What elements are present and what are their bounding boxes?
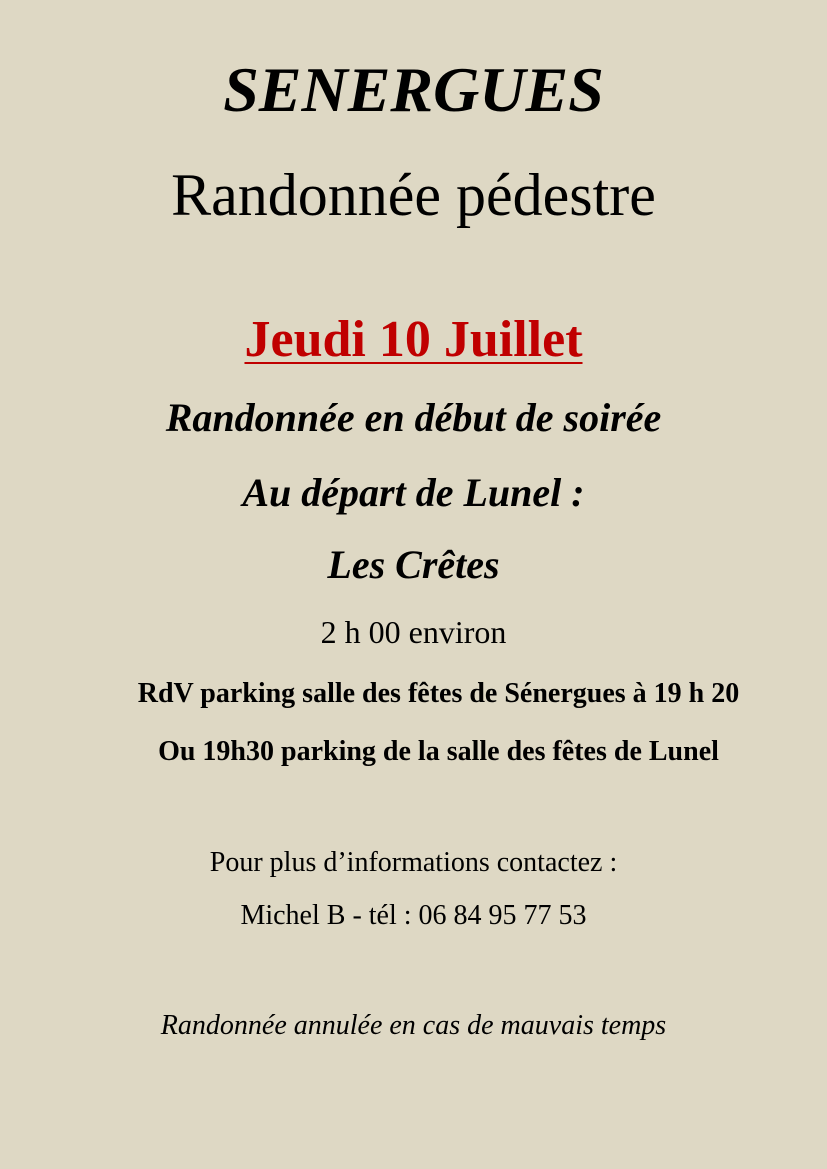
route-name: Les Crêtes bbox=[327, 542, 500, 587]
departure-location: Au départ de Lunel : bbox=[242, 470, 585, 515]
poster-subtitle: Randonnée pédestre bbox=[171, 162, 656, 228]
meeting-point-1: RdV parking salle des fêtes de Sénergues à 19 h 20 bbox=[137, 678, 740, 709]
meeting-point-2: Ou 19h30 parking de la salle des fêtes de Lunel bbox=[158, 736, 719, 767]
poster-title: SENERGUES bbox=[223, 54, 604, 125]
duration-text: 2 h 00 environ bbox=[320, 614, 507, 650]
contact-text: Michel B - tél : 06 84 95 77 53 bbox=[240, 900, 587, 931]
cancellation-notice: Randonnée annulée en cas de mauvais temps bbox=[160, 1010, 667, 1041]
event-date: Jeudi 10 Juillet bbox=[244, 311, 583, 368]
info-text: Pour plus d’informations contactez : bbox=[209, 847, 618, 878]
event-description: Randonnée en début de soirée bbox=[165, 395, 662, 440]
